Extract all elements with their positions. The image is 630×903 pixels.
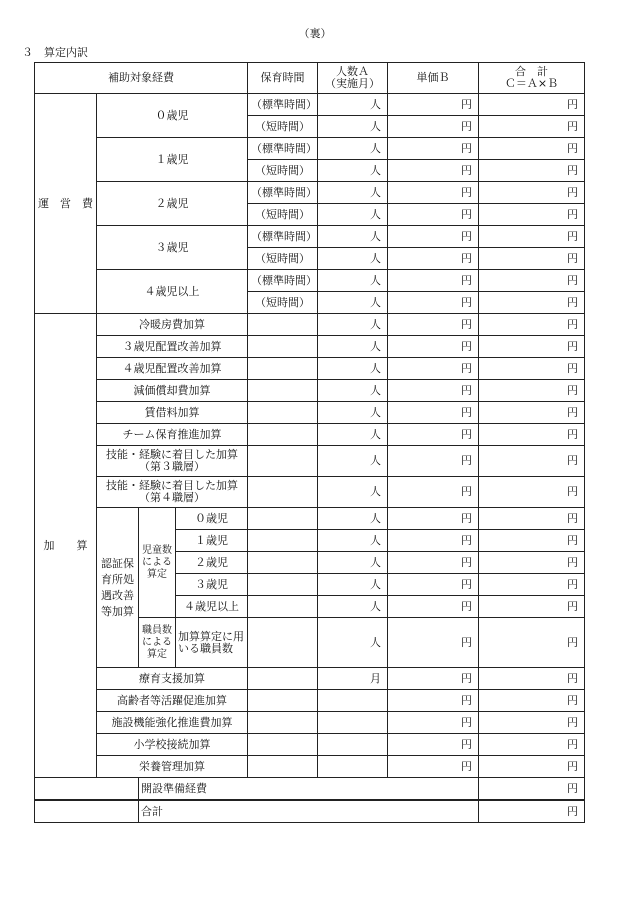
time-type: （短時間） xyxy=(248,160,318,182)
header-item: 補助対象経費 xyxy=(35,63,248,94)
addon-row xyxy=(35,508,585,530)
header-time: 保育時間 xyxy=(248,63,318,94)
count-cell: 人 xyxy=(318,477,388,508)
header-unit: 単価Ｂ xyxy=(388,63,479,94)
count-cell: 人 xyxy=(318,358,388,380)
time-cell xyxy=(248,574,318,596)
addon-item: チーム保育推進加算 xyxy=(97,424,248,446)
grand-total-row xyxy=(35,800,585,823)
unit-price-cell: 円 xyxy=(388,508,479,530)
nintei-label: 認証保育所処遇改善等加算 xyxy=(97,508,139,668)
total-cell: 円 xyxy=(479,248,585,270)
count-cell: 人 xyxy=(318,226,388,248)
unit-price-cell: 円 xyxy=(388,248,479,270)
addon-item: 減価償却費加算 xyxy=(97,380,248,402)
staff-item: 加算算定に用いる職員数 xyxy=(176,618,248,668)
time-cell xyxy=(248,508,318,530)
count-cell: 人 xyxy=(318,402,388,424)
prep-label: 開設準備経費 xyxy=(139,778,479,801)
total-cell: 円 xyxy=(479,618,585,668)
unit-price-cell: 円 xyxy=(388,690,479,712)
count-cell xyxy=(318,690,388,712)
nintei-age: ３歳児 xyxy=(176,574,248,596)
time-cell xyxy=(248,668,318,690)
total-cell: 円 xyxy=(479,314,585,336)
total-cell: 円 xyxy=(479,138,585,160)
total-cell: 円 xyxy=(479,690,585,712)
addon-row xyxy=(35,477,585,508)
unit-price-cell: 円 xyxy=(388,477,479,508)
addon-row xyxy=(35,336,585,358)
operating-row xyxy=(35,226,585,248)
total-cell: 円 xyxy=(479,160,585,182)
operating-age: １歳児 xyxy=(97,138,248,182)
total-cell: 円 xyxy=(479,204,585,226)
total-cell: 円 xyxy=(479,756,585,778)
operating-age: ４歳児以上 xyxy=(97,270,248,314)
count-cell: 人 xyxy=(318,116,388,138)
time-type: （標準時間） xyxy=(248,182,318,204)
children-basis-label: 児童数による算定 xyxy=(139,508,176,618)
total-cell: 円 xyxy=(479,424,585,446)
unit-price-cell: 円 xyxy=(388,336,479,358)
addon-row xyxy=(35,314,585,336)
unit-price-cell: 円 xyxy=(388,596,479,618)
total-cell: 円 xyxy=(479,402,585,424)
time-cell xyxy=(248,424,318,446)
count-cell: 人 xyxy=(318,94,388,116)
count-cell: 人 xyxy=(318,574,388,596)
unit-price-cell: 円 xyxy=(388,402,479,424)
unit-price-cell: 円 xyxy=(388,574,479,596)
operating-age: ２歳児 xyxy=(97,182,248,226)
section-title: ３ 算定内訳 xyxy=(22,46,88,59)
unit-price-cell: 円 xyxy=(388,94,479,116)
grand-total-label: 合計 xyxy=(139,800,479,823)
addon-row xyxy=(35,734,585,756)
count-cell: 人 xyxy=(318,530,388,552)
addon-row xyxy=(35,756,585,778)
operating-age: ３歳児 xyxy=(97,226,248,270)
addon-row xyxy=(35,712,585,734)
time-type: （短時間） xyxy=(248,248,318,270)
nintei-age: ４歳児以上 xyxy=(176,596,248,618)
count-cell: 人 xyxy=(318,248,388,270)
total-cell: 円 xyxy=(479,596,585,618)
total-cell: 円 xyxy=(479,712,585,734)
total-cell: 円 xyxy=(479,336,585,358)
addon-item: 栄養管理加算 xyxy=(97,756,248,778)
time-type: （短時間） xyxy=(248,116,318,138)
time-cell xyxy=(248,596,318,618)
count-cell: 人 xyxy=(318,618,388,668)
addon-row xyxy=(35,446,585,477)
count-cell: 人 xyxy=(318,292,388,314)
count-cell: 人 xyxy=(318,380,388,402)
total-cell: 円 xyxy=(479,574,585,596)
time-type: （標準時間） xyxy=(248,94,318,116)
unit-price-cell: 円 xyxy=(388,292,479,314)
time-cell xyxy=(248,734,318,756)
addon-item-skill: 技能・経験に着目した加算（第３職層） xyxy=(97,446,248,477)
time-type: （短時間） xyxy=(248,292,318,314)
unit-price-cell: 円 xyxy=(388,204,479,226)
operating-row xyxy=(35,138,585,160)
nintei-age: ０歳児 xyxy=(176,508,248,530)
header-count: 人数Ａ （実施月） xyxy=(318,63,388,94)
addon-item: 冷暖房費加算 xyxy=(97,314,248,336)
count-cell: 人 xyxy=(318,138,388,160)
time-cell xyxy=(248,477,318,508)
unit-price-cell: 円 xyxy=(388,160,479,182)
total-cell: 円 xyxy=(479,552,585,574)
time-cell xyxy=(248,446,318,477)
total-cell: 円 xyxy=(479,380,585,402)
operating-row xyxy=(35,182,585,204)
count-cell: 人 xyxy=(318,446,388,477)
addon-row xyxy=(35,690,585,712)
count-cell: 人 xyxy=(318,314,388,336)
unit-price-cell: 円 xyxy=(388,138,479,160)
unit-price-cell: 円 xyxy=(388,424,479,446)
time-cell xyxy=(248,618,318,668)
count-cell: 人 xyxy=(318,336,388,358)
unit-price-cell: 円 xyxy=(388,182,479,204)
addon-row xyxy=(35,424,585,446)
nintei-age: ２歳児 xyxy=(176,552,248,574)
operating-age: ０歳児 xyxy=(97,94,248,138)
time-cell xyxy=(248,756,318,778)
grand-total-yen: 円 xyxy=(479,800,585,823)
addon-item: ３歳児配置改善加算 xyxy=(97,336,248,358)
total-cell: 円 xyxy=(479,477,585,508)
prep-row xyxy=(35,778,585,801)
time-cell xyxy=(248,336,318,358)
total-cell: 円 xyxy=(479,182,585,204)
count-cell: 人 xyxy=(318,182,388,204)
unit-price-cell: 円 xyxy=(388,756,479,778)
count-cell xyxy=(318,712,388,734)
unit-price-cell: 円 xyxy=(388,116,479,138)
operating-row xyxy=(35,270,585,292)
addon-row xyxy=(35,668,585,690)
time-cell xyxy=(248,402,318,424)
addon-item-skill: 技能・経験に着目した加算（第４職層） xyxy=(97,477,248,508)
total-cell: 円 xyxy=(479,292,585,314)
addon-row xyxy=(35,358,585,380)
count-cell xyxy=(318,756,388,778)
time-type: （標準時間） xyxy=(248,226,318,248)
addon-item: 高齢者等活躍促進加算 xyxy=(97,690,248,712)
unit-price-cell: 円 xyxy=(388,552,479,574)
count-cell xyxy=(318,734,388,756)
total-cell: 円 xyxy=(479,446,585,477)
addon-item: 賃借料加算 xyxy=(97,402,248,424)
addon-item-ryoiku: 療育支援加算 xyxy=(97,668,248,690)
time-cell xyxy=(248,314,318,336)
time-type: （標準時間） xyxy=(248,138,318,160)
total-cell: 円 xyxy=(479,358,585,380)
unit-price-cell: 円 xyxy=(388,530,479,552)
total-cell: 円 xyxy=(479,530,585,552)
operating-label: 運 営 費 xyxy=(35,94,97,314)
unit-price-cell: 円 xyxy=(388,380,479,402)
addon-label: 加 算 xyxy=(35,314,97,778)
addon-row xyxy=(35,402,585,424)
nintei-age: １歳児 xyxy=(176,530,248,552)
time-cell xyxy=(248,712,318,734)
operating-section xyxy=(35,94,585,314)
time-type: （短時間） xyxy=(248,204,318,226)
total-cell: 円 xyxy=(479,734,585,756)
count-cell: 人 xyxy=(318,270,388,292)
time-cell xyxy=(248,358,318,380)
staff-basis-label: 職員数による算定 xyxy=(139,618,176,668)
count-cell: 月 xyxy=(318,668,388,690)
addon-item: 施設機能強化推進費加算 xyxy=(97,712,248,734)
calculation-table xyxy=(34,62,585,823)
unit-price-cell: 円 xyxy=(388,226,479,248)
count-cell: 人 xyxy=(318,596,388,618)
total-cell: 円 xyxy=(479,226,585,248)
unit-price-cell: 円 xyxy=(388,668,479,690)
unit-price-cell: 円 xyxy=(388,618,479,668)
unit-price-cell: 円 xyxy=(388,314,479,336)
unit-price-cell: 円 xyxy=(388,270,479,292)
time-cell xyxy=(248,530,318,552)
operating-row xyxy=(35,94,585,116)
unit-price-cell: 円 xyxy=(388,446,479,477)
unit-price-cell: 円 xyxy=(388,712,479,734)
time-cell xyxy=(248,380,318,402)
unit-price-cell: 円 xyxy=(388,734,479,756)
time-cell xyxy=(248,552,318,574)
header-row xyxy=(35,63,585,94)
total-cell: 円 xyxy=(479,668,585,690)
addon-row xyxy=(35,380,585,402)
count-cell: 人 xyxy=(318,424,388,446)
addon-section xyxy=(35,314,585,778)
unit-price-cell: 円 xyxy=(388,358,479,380)
time-cell xyxy=(248,690,318,712)
addon-item: ４歳児配置改善加算 xyxy=(97,358,248,380)
header-total: 合 計 Ｃ＝Ａ×Ｂ xyxy=(479,63,585,94)
time-type: （標準時間） xyxy=(248,270,318,292)
total-cell: 円 xyxy=(479,508,585,530)
prep-total-yen: 円 xyxy=(479,778,585,801)
addon-item: 小学校接続加算 xyxy=(97,734,248,756)
count-cell: 人 xyxy=(318,552,388,574)
total-cell: 円 xyxy=(479,270,585,292)
total-cell: 円 xyxy=(479,116,585,138)
total-cell: 円 xyxy=(479,94,585,116)
count-cell: 人 xyxy=(318,508,388,530)
back-side-label: （裏） xyxy=(298,27,332,40)
count-cell: 人 xyxy=(318,160,388,182)
count-cell: 人 xyxy=(318,204,388,226)
